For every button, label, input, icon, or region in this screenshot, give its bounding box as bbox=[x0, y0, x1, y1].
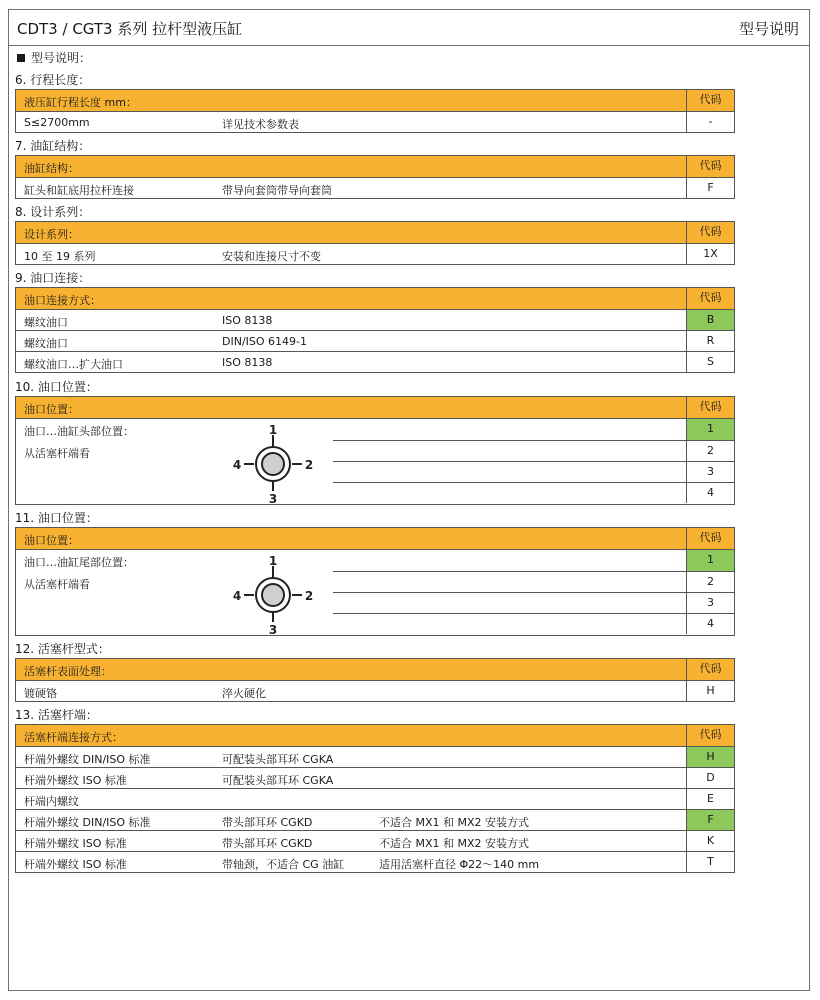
port-label-right: 2 bbox=[304, 458, 314, 472]
table-row: 杆端内螺纹 E bbox=[16, 788, 734, 809]
selected-code: B bbox=[686, 310, 734, 330]
table-row: S≤2700mm 详见技术参数表 - bbox=[16, 111, 734, 132]
port-label-left: 4 bbox=[232, 458, 242, 472]
page-title: CDT3 / CGT3 系列 拉杆型液压缸 bbox=[17, 20, 243, 38]
code-cell: 4 bbox=[686, 482, 734, 503]
table-row: 镀硬铬 淬火硬化 H bbox=[16, 680, 734, 701]
section-7-title: 7. 油缸结构： bbox=[15, 139, 91, 153]
table-header: 活塞杆端连接方式： 代码 bbox=[16, 725, 734, 746]
selected-code: F bbox=[686, 810, 734, 830]
section-10-title: 10. 油口位置： bbox=[15, 380, 98, 394]
rod-surface-table bbox=[15, 658, 735, 702]
code-cell: 4 bbox=[686, 613, 734, 634]
table-header: 油口位置： 代码 bbox=[16, 397, 734, 418]
code-cell: 3 bbox=[686, 461, 734, 482]
divider bbox=[333, 613, 687, 614]
table-header: 设计系列： 代码 bbox=[16, 222, 734, 243]
table-header: 液压缸行程长度 mm： 代码 bbox=[16, 90, 734, 111]
table-row: 缸头和缸底用拉杆连接 带导向套筒带导向套筒 F bbox=[16, 177, 734, 198]
head-port-position-table bbox=[15, 396, 735, 505]
table-header: 油口位置： 代码 bbox=[16, 528, 734, 549]
divider bbox=[333, 440, 687, 441]
port-label-left: 4 bbox=[232, 589, 242, 603]
series-table bbox=[15, 221, 735, 265]
selected-code: H bbox=[686, 747, 734, 767]
table-row: 杆端外螺纹 ISO 标准 带头部耳环 CGKD 不适合 MX1 和 MX2 安装方式 K bbox=[16, 830, 734, 851]
structure-table bbox=[15, 155, 735, 199]
table-row: 杆端外螺纹 DIN/ISO 标准 带头部耳环 CGKD 不适合 MX1 和 MX2 安装方式 F bbox=[16, 809, 734, 830]
table-row: 杆端外螺纹 ISO 标准 可配装头部耳环 CGKA D bbox=[16, 767, 734, 788]
rod-end-table bbox=[15, 724, 735, 873]
table-header: 活塞杆表面处理： 代码 bbox=[16, 659, 734, 680]
table-row: 螺纹油口…扩大油口 ISO 8138 S bbox=[16, 351, 734, 372]
table-row: 杆端外螺纹 ISO 标准 带轴颈，不适合 CG 油缸 适用活塞杆直径 Φ22～140 mm T bbox=[16, 851, 734, 872]
port-position-block: 油口…油缸尾部位置： 从活塞杆端看 1 2 3 4 1 2 3 4 bbox=[16, 549, 734, 635]
port-label-right: 2 bbox=[304, 589, 314, 603]
selected-code: 1 bbox=[686, 419, 734, 440]
port-position-diagram bbox=[230, 552, 320, 634]
divider bbox=[333, 461, 687, 462]
port-label-bottom: 3 bbox=[268, 492, 278, 503]
section-13-title: 13. 活塞杆端： bbox=[15, 708, 98, 722]
table-row: 10 至 19 系列 安装和连接尺寸不变 1X bbox=[16, 243, 734, 264]
port-position-diagram bbox=[230, 421, 320, 503]
section-8-title: 8. 设计系列： bbox=[15, 205, 91, 219]
table-header: 油缸结构： 代码 bbox=[16, 156, 734, 177]
divider bbox=[333, 592, 687, 593]
square-bullet-icon bbox=[17, 54, 25, 62]
table-row: 螺纹油口 DIN/ISO 6149-1 R bbox=[16, 330, 734, 351]
port-connection-table bbox=[15, 287, 735, 373]
intro-heading: 型号说明： bbox=[15, 49, 91, 66]
code-cell: 2 bbox=[686, 571, 734, 592]
port-label-top: 1 bbox=[268, 423, 278, 437]
code-cell: 2 bbox=[686, 440, 734, 461]
stroke-table bbox=[15, 89, 735, 133]
table-row: 杆端外螺纹 DIN/ISO 标准 可配装头部耳环 CGKA H bbox=[16, 746, 734, 767]
table-header: 油口连接方式： 代码 bbox=[16, 288, 734, 309]
section-11-title: 11. 油口位置： bbox=[15, 511, 98, 525]
tail-port-position-table bbox=[15, 527, 735, 636]
divider bbox=[333, 482, 687, 483]
port-label-top: 1 bbox=[268, 554, 278, 568]
table-row: 螺纹油口 ISO 8138 B bbox=[16, 309, 734, 330]
divider bbox=[333, 571, 687, 572]
code-cell: 3 bbox=[686, 592, 734, 613]
page-header bbox=[9, 10, 809, 46]
port-position-block: 油口…油缸头部位置： 从活塞杆端看 1 2 3 4 1 2 3 4 bbox=[16, 418, 734, 504]
section-6-title: 6. 行程长度： bbox=[15, 73, 91, 87]
section-12-title: 12. 活塞杆型式： bbox=[15, 642, 110, 656]
section-9-title: 9. 油口连接： bbox=[15, 271, 91, 285]
port-label-bottom: 3 bbox=[268, 623, 278, 634]
page-section-label: 型号说明 bbox=[738, 20, 799, 38]
selected-code: 1 bbox=[686, 550, 734, 571]
